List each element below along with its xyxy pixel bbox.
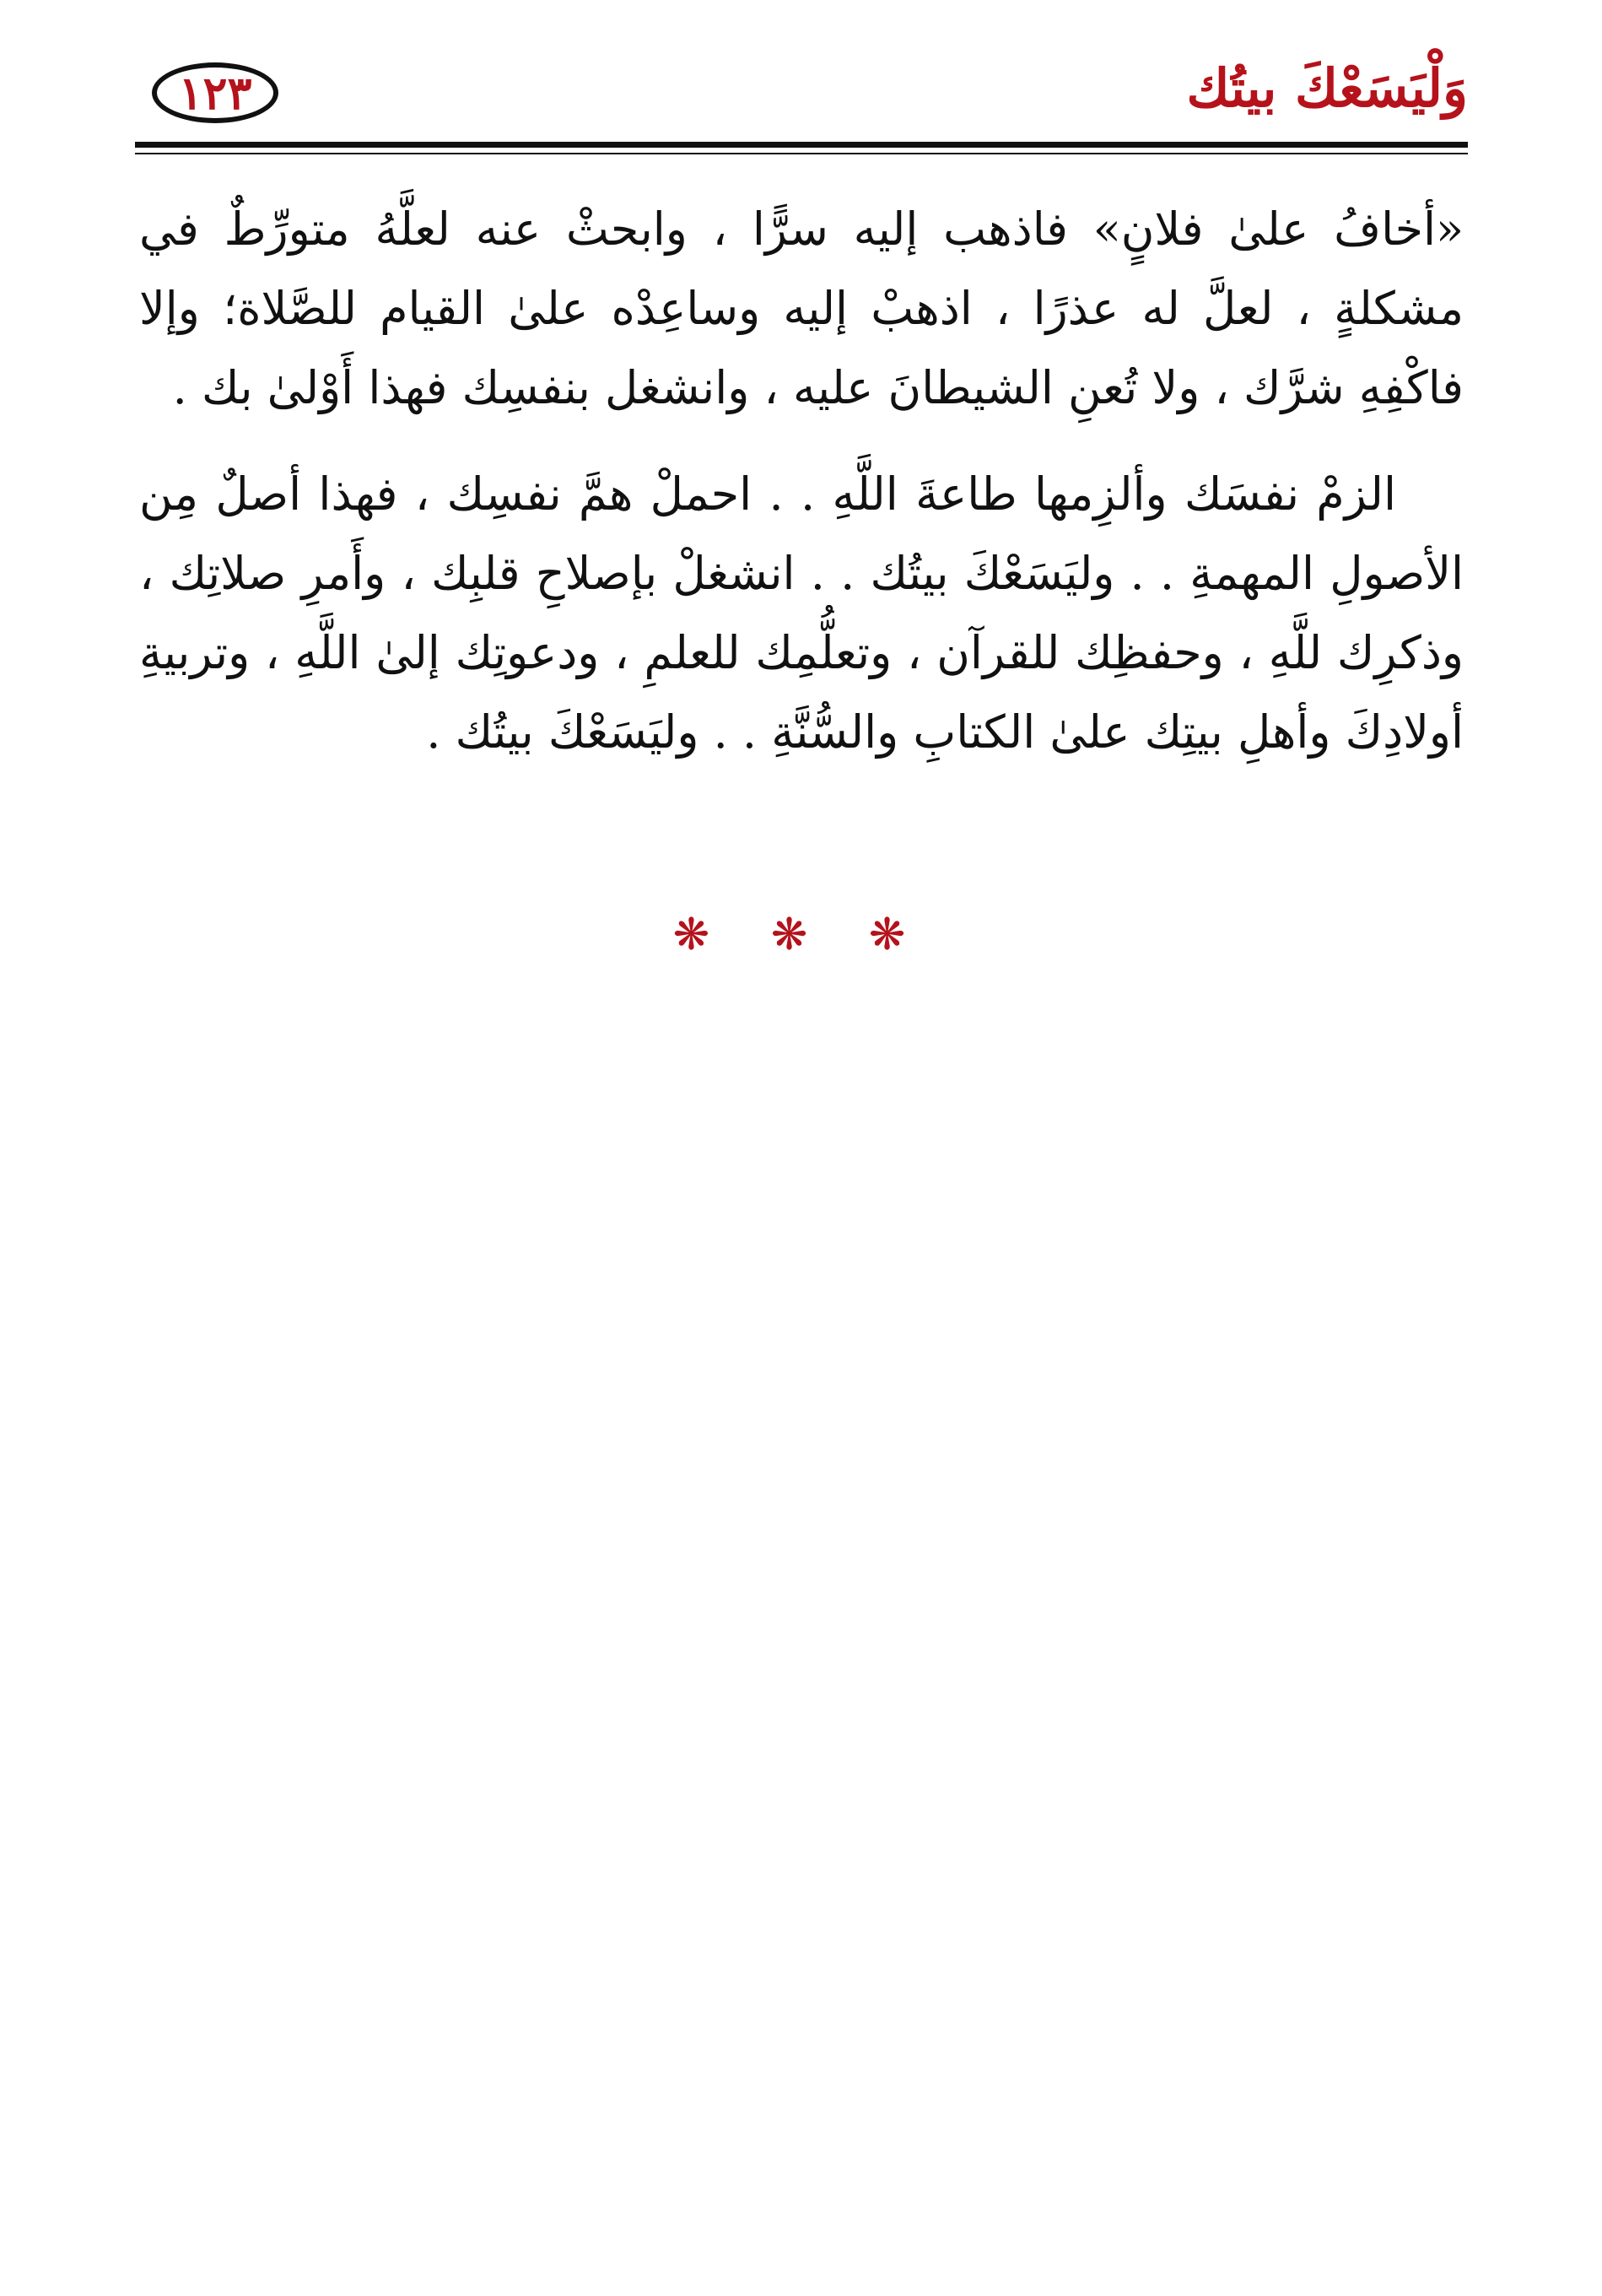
page-number-badge bbox=[152, 62, 278, 123]
header-rule-thick bbox=[135, 142, 1468, 148]
paragraph-1: «أخافُ علىٰ فلانٍ» فاذهب إليه سرًّا ، وابحثْ عنه لعلَّهُ متورِّطٌ في مشكلةٍ ، لعلَّ له عذرًا ، اذهبْ إليه وساعِدْه علىٰ القيام للصَّلاة؛ وإلا فاكْفِهِ شرَّك ، ولا تُعنِ الشيطانَ عليه ، وانشغل بنفسِك فهذا أَوْلىٰ بك . bbox=[139, 203, 1464, 414]
page-header bbox=[135, 51, 1468, 143]
paragraph-2: الزمْ نفسَك وألزِمها طاعةَ اللَّهِ . . احملْ همَّ نفسِك ، فهذا أصلٌ مِن الأصولِ المهمةِ . . وليَسَعْكَ بيتُك . . انشغلْ بإصلاحِ قلبِك ، وأَمرِ صلاتِك ، وذكرِك للَّهِ ، وحفظِك للقرآن ، وتعلُّمِك للعلمِ ، ودعوتِك إلىٰ اللَّهِ ، وتربيةِ أولادِكَ وأهلِ بيتِك علىٰ الكتابِ والسُّنَّةِ . . وليَسَعْكَ بيتُك . bbox=[139, 467, 1464, 759]
running-title: وَلْيَسَعْكَ بيتُك bbox=[1186, 57, 1468, 119]
section-separator: ❋ ❋ ❋ bbox=[672, 910, 930, 960]
page-number: ١٢٣ bbox=[178, 66, 252, 120]
header-rule-thin bbox=[135, 153, 1468, 154]
page-body bbox=[139, 190, 1464, 772]
